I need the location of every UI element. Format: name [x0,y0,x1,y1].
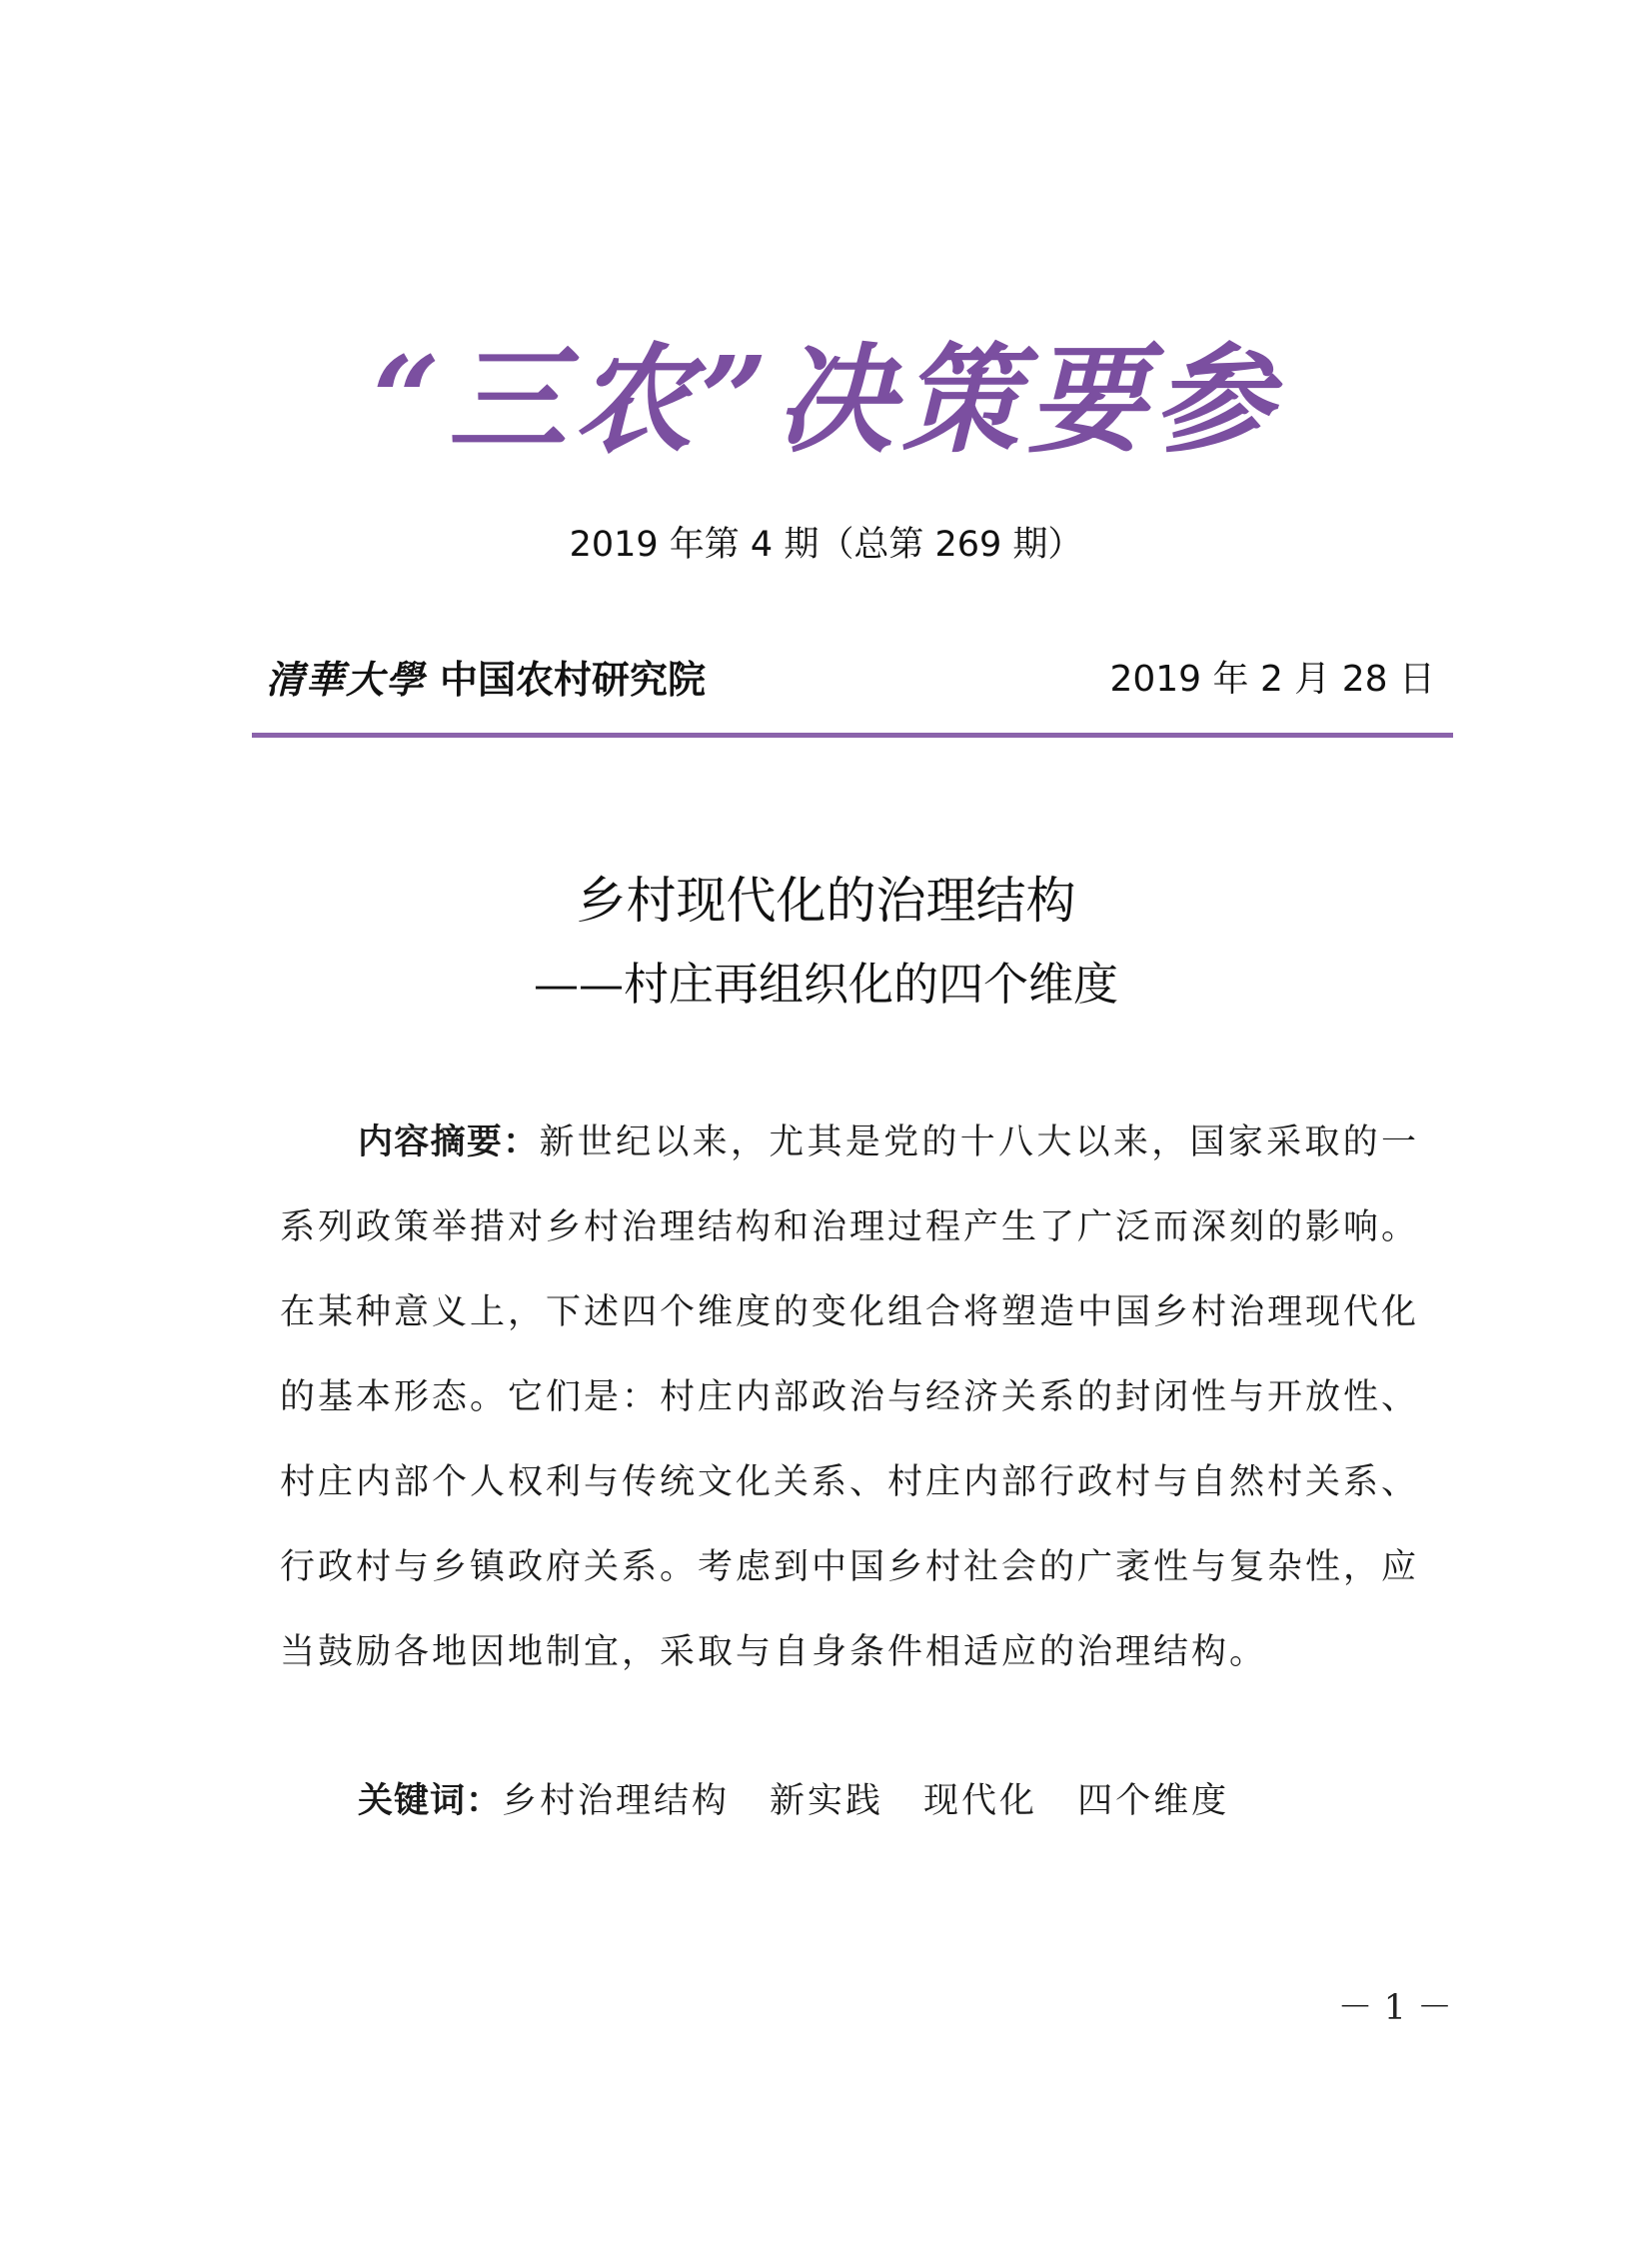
keyword: 乡村治理结构 [502,1781,731,1821]
keywords-label: 关键词： [358,1781,503,1821]
abstract-label: 内容摘要： [358,1122,540,1162]
institute-name [266,652,706,708]
institute-label: 中国农村研究院 [440,657,707,702]
publication-header [252,652,1453,708]
publication-date: 2019 年 2 月 28 日 [1109,659,1435,700]
page-number: － 1 － [1337,1988,1452,2028]
journal-masthead: “三农”决策要参 [372,330,1280,469]
issue-line: 2019 年第 4 期（总第 269 期） [569,525,1083,565]
article-subtitle: ——村庄再组织化的四个维度 [533,958,1118,1011]
keyword: 现代化 [923,1781,1038,1821]
header-divider [252,733,1453,738]
keyword: 四个维度 [1077,1781,1230,1821]
article-title: 乡村现代化的治理结构 [576,872,1076,930]
university-logo-text: 清華大學 [266,657,427,702]
abstract-text: 新世纪以来，尤其是党的十八大以来，国家采取的一系列政策举措对乡村治理结构和治理过程产生了广泛而深刻的影响。在某种意义上，下述四个维度的变化组合将塑造中国乡村治理现代化的基本形态。它们是：村庄内部政治与经济关系的封闭性与开放性、村庄内部个人权利与传统文化关系、村庄内部行政村与自然村关系、行政村与乡镇政府关系。考虑到中国乡村社会的广袤性与复杂性，应当鼓励各地因地制宜，采取与自身条件相适应的治理结构。 [280,1122,1420,1672]
keyword: 新实践 [770,1781,884,1821]
keywords-line [358,1771,1269,1831]
abstract-paragraph [280,1101,1419,1695]
